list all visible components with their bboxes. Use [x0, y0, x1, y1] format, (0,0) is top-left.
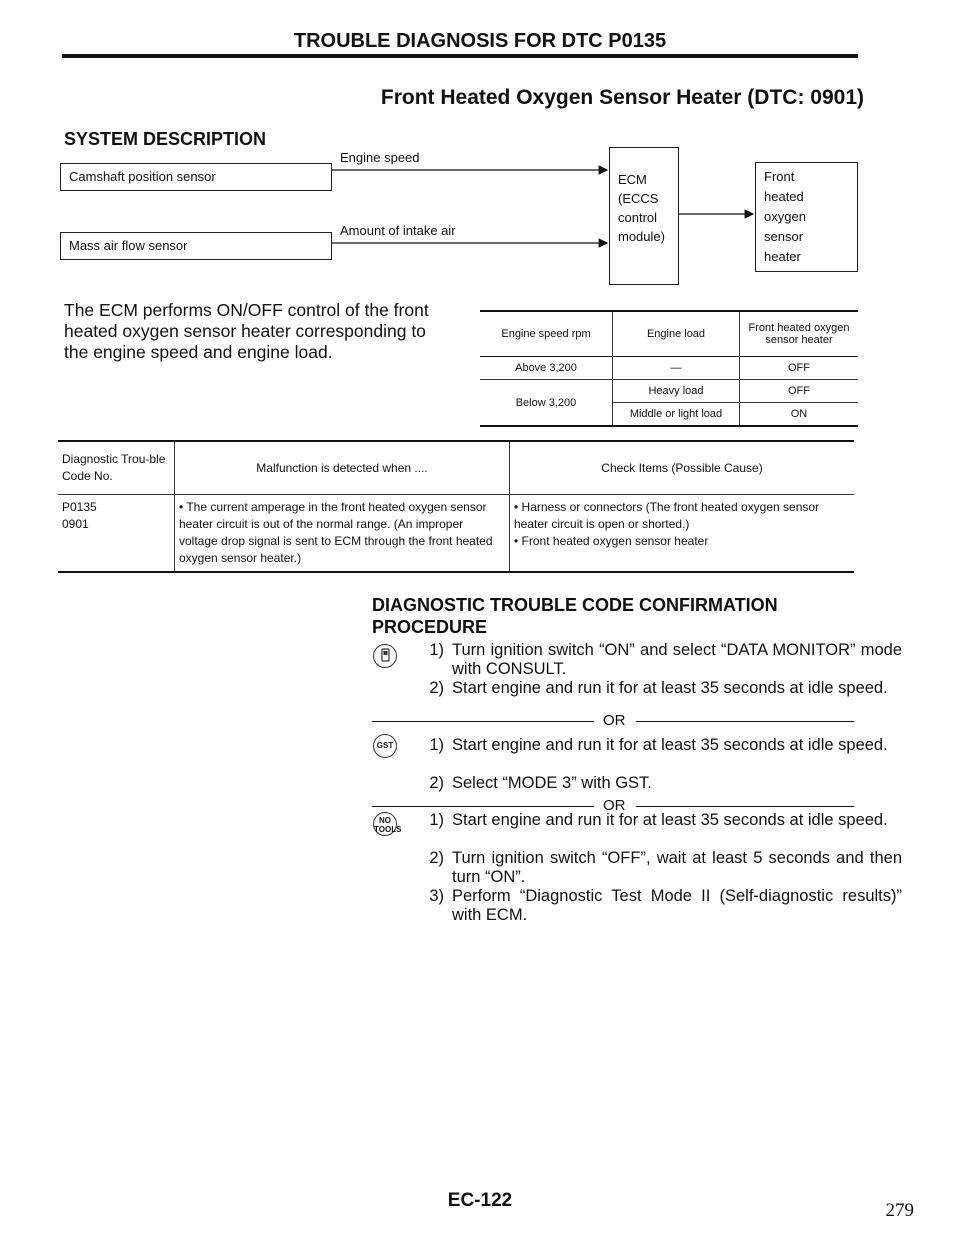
dtc-code: 0901 [62, 517, 89, 531]
ecm-line-1: ECM [618, 172, 647, 187]
step-number: 2) [429, 849, 444, 867]
procedure-heading-line-2: PROCEDURE [372, 617, 488, 637]
header-malfunction: Malfunction is detected when .... [175, 441, 510, 495]
header-engine-speed: Engine speed rpm [480, 311, 613, 357]
header-heater-state: Front heated oxygen sensor heater [740, 311, 859, 357]
header-engine-load: Engine load [613, 311, 740, 357]
cell-load: — [613, 357, 740, 380]
or-label: OR [603, 712, 626, 729]
or-divider-right [636, 806, 854, 807]
table-row [480, 380, 858, 403]
cell-speed: Below 3,200 [480, 380, 613, 427]
ecm-line-2: (ECCS [618, 191, 659, 206]
procedure-heading [372, 594, 778, 638]
heater-line-3: oxygen [764, 209, 806, 224]
step-number: 1) [429, 811, 444, 829]
heater-control-table [480, 310, 858, 427]
procedure-heading-line-1: DIAGNOSTIC TROUBLE CODE CONFIRMATION [372, 595, 778, 615]
system-description-text: The ECM performs ON/OFF control of the front heated oxygen sensor heater corresponding to the engine speed and engine load. [64, 300, 429, 362]
system-description-heading: SYSTEM DESCRIPTION [64, 129, 267, 149]
step-number: 2) [429, 679, 444, 697]
no-tools-icon: NO TOOLS [373, 812, 397, 836]
ecm-line-4: module) [618, 229, 665, 244]
diagram-arrows [0, 0, 960, 300]
heater-line-5: heater [764, 249, 801, 264]
dtc-table [58, 440, 854, 573]
cell-load: Heavy load [613, 380, 740, 403]
step-text: Turn ignition switch “ON” and select “DATA MONITOR” mode with CONSULT. [452, 641, 902, 678]
header-check-items: Check Items (Possible Cause) [510, 441, 855, 495]
step-text: Perform “Diagnostic Test Mode II (Self-diagnostic results)” with ECM. [452, 887, 902, 924]
step-text: Start engine and run it for at least 35 seconds at idle speed. [452, 736, 888, 754]
consult-icon [373, 644, 397, 668]
heater-line-1: Front [764, 169, 795, 184]
step-text: Select “MODE 3” with GST. [452, 774, 652, 792]
cell-heater: OFF [740, 380, 859, 403]
check-items-cell [510, 495, 855, 573]
table-header-row [480, 311, 858, 357]
or-divider-left [372, 721, 594, 722]
dtc-body-row [58, 495, 854, 573]
gst-icon: GST [373, 734, 397, 758]
page-title: TROUBLE DIAGNOSIS FOR DTC P0135 [293, 30, 667, 52]
cell-load: Middle or light load [613, 403, 740, 427]
malfunction-text: • The current amperage in the front heated oxygen sensor heater circuit is out of the normal range. (An improper voltage drop signal is sent to ECM through the front heated oxygen sensor heater.) [179, 499, 505, 567]
dtc-codes-cell [58, 495, 175, 573]
or-divider-right [636, 721, 854, 722]
page-number: 279 [885, 1200, 914, 1221]
step-text: Start engine and run it for at least 35 seconds at idle speed. [452, 811, 888, 829]
or-divider-left [372, 806, 594, 807]
list-item: • Harness or connectors (The front heated oxygen sensor heater circuit is open or shorted.) [514, 499, 850, 533]
step-number: 1) [429, 736, 444, 754]
heater-line-2: heated [764, 189, 804, 204]
camshaft-sensor-box: Camshaft position sensor [60, 163, 332, 191]
section-subtitle: Front Heated Oxygen Sensor Heater (DTC: 0901) [380, 86, 864, 109]
cell-heater: OFF [740, 357, 859, 380]
or-label: OR [603, 797, 626, 814]
cell-speed: Above 3,200 [480, 357, 613, 380]
step-number: 2) [429, 774, 444, 792]
page-code: EC-122 [447, 1190, 513, 1211]
step-text: Turn ignition switch “OFF”, wait at least 5 seconds and then turn “ON”. [452, 849, 902, 886]
malfunction-cell [175, 495, 510, 573]
step-text: Start engine and run it for at least 35 seconds at idle speed. [452, 679, 888, 697]
step-number: 3) [429, 887, 444, 905]
heater-line-4: sensor [764, 229, 804, 244]
check-items-list [514, 499, 850, 550]
header-dtc-no: Diagnostic Trou-ble Code No. [58, 441, 175, 495]
dtc-header-row [58, 441, 854, 495]
step-number: 1) [429, 641, 444, 659]
maf-sensor-box: Mass air flow sensor [60, 232, 332, 260]
ecm-line-3: control [618, 210, 658, 225]
table-row [480, 357, 858, 380]
cell-heater: ON [740, 403, 859, 427]
list-item: • Front heated oxygen sensor heater [514, 533, 850, 550]
intake-air-label: Amount of intake air [340, 223, 456, 238]
dtc-code: P0135 [62, 500, 97, 514]
engine-speed-label: Engine speed [340, 150, 420, 165]
